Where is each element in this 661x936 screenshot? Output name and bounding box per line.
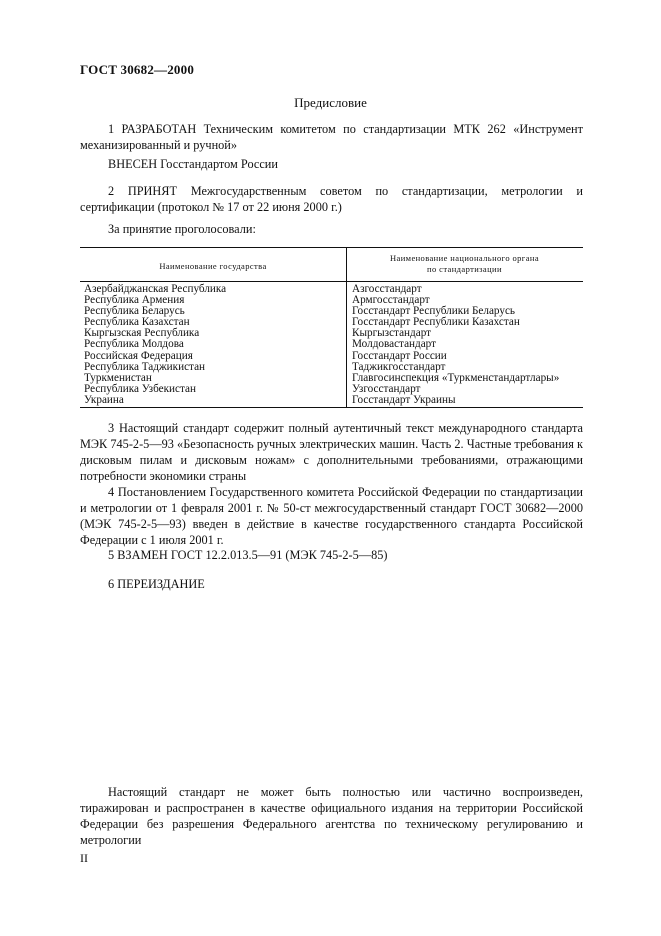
preface-title: Предисловие [294,95,367,110]
table-cell-state: Республика Армения [84,294,185,307]
table-cell-state: Украина [84,393,124,406]
table-cell-body: Таджикгосстандарт [352,360,446,373]
standard-id-header: ГОСТ 30682—2000 [80,62,195,77]
table-cell-state: Республика Узбекистан [84,382,196,395]
table-header-divider [80,281,583,282]
table-cell-state: Кыргызская Республика [84,327,200,340]
table-cell-body: Госстандарт Украины [352,393,456,406]
table-header-body [346,253,583,275]
table-cell-state: Туркменистан [84,371,152,384]
bodies-column [352,284,559,406]
paragraph-developed-by: 1 РАЗРАБОТАН Техническим комитетом по стандартизации МТК 262 «Инструмент механизированный и ручной» [80,122,583,152]
table-cell-body: Госстандарт Республики Казахстан [352,316,520,329]
table-cell-body: Азгосстандарт [352,283,422,295]
paragraph-introduced-by: ВНЕСЕН Госстандартом России [108,157,278,171]
table-cell-body: Молдовастандарт [352,338,437,351]
states-column [84,284,226,406]
page-number: II [80,851,88,865]
vote-label: За принятие проголосовали: [108,222,256,236]
paragraph-reissue: 6 ПЕРЕИЗДАНИЕ [108,577,205,591]
table-header-state: Наименование государства [159,261,267,271]
paragraph-replaces: 5 ВЗАМЕН ГОСТ 12.2.013.5—91 (МЭК 745-2-5—85) [108,548,388,562]
paragraph-authentic-text: 3 Настоящий стандарт содержит полный аутентичный текст международного стандарта МЭК 745-2-5—93 «Безопасность ручных электрических машин. Часть 2. Частные требования к дисковым пилам и дисковым ножам» с дополнительными требованиями, отражающими потребности экономики страны [80,421,583,483]
table-cell-state: Республика Молдова [84,338,184,351]
table-cell-body: Госстандарт России [352,349,447,362]
table-cell-state: Республика Беларусь [84,305,185,318]
table-cell-body: Главгосинспекция «Туркменстандартлары» [352,371,560,384]
table-cell-state: Республика Таджикистан [84,360,206,373]
paragraph-enactment: 4 Постановлением Государственного комитета Российской Федерации по стандартизации и метрологии от 1 февраля 2001 г. № 50-ст межгосударственный стандарт ГОСТ 30682—2000 (МЭК 745-2-5—93) введен в действие в качестве государственного стандарта Российской Федерации с 1 июля 2001 г. [80,485,583,547]
table-header-body-line2: по стандартизации [427,264,502,274]
table-cell-body: Армгосстандарт [352,294,430,307]
table-header-body-line1: Наименование национального органа [390,253,539,263]
table-cell-body: Госстандарт Республики Беларусь [352,305,516,318]
table-cell-state: Республика Казахстан [84,316,190,329]
voting-table [80,247,583,408]
table-cell-state: Азербайджанская Республика [84,283,227,295]
table-cell-body: Кыргызстандарт [352,327,432,340]
table-cell-body: Узгосстандарт [352,382,421,395]
paragraph-adopted-by: 2 ПРИНЯТ Межгосударственным советом по стандартизации, метрологии и сертификации (протокол № 17 от 22 июня 2000 г.) [80,184,583,214]
table-cell-state: Российская Федерация [84,349,193,362]
copyright-notice: Настоящий стандарт не может быть полностью или частично воспроизведен, тиражирован и распространен в качестве официального издания на территории Российской Федерации без разрешения Федерального агентства по техническому регулированию и метрологии [80,785,583,847]
